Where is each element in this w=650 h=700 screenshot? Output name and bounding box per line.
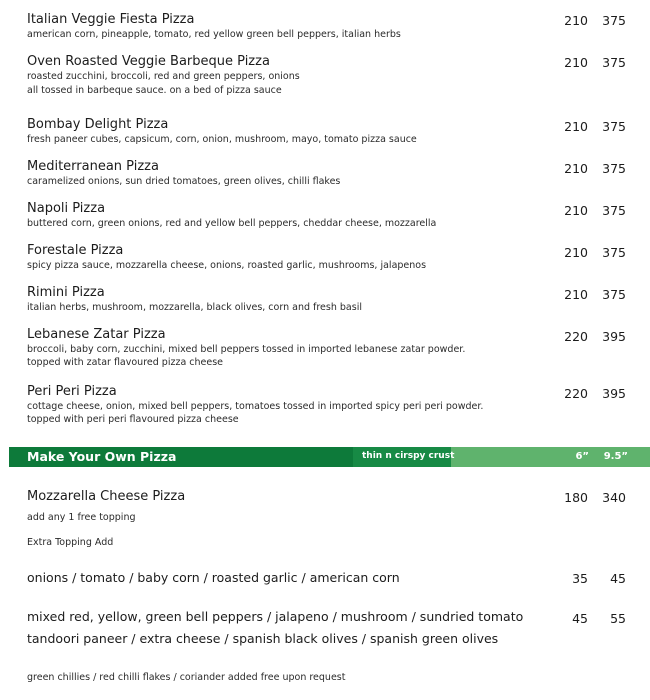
menu-item <box>27 201 627 230</box>
base-pizza-name: Mozzarella Cheese Pizza <box>27 489 186 504</box>
make-your-own-banner <box>9 447 650 467</box>
price-small: 210 <box>564 287 588 302</box>
menu-item <box>27 243 627 272</box>
free-topping-note: add any 1 free topping <box>27 512 136 523</box>
item-name: Napoli Pizza <box>27 201 106 216</box>
item-description: spicy pizza sauce, mozzarella cheese, onions, roasted garlic, mushrooms, jalapenos <box>27 260 427 271</box>
base-price-small: 180 <box>564 490 588 505</box>
topping-group-2-line1: mixed red, yellow, green bell peppers / jalapeno / mushroom / sundried tomato <box>27 609 524 624</box>
price-large: 395 <box>602 329 626 344</box>
price-small: 220 <box>564 386 588 401</box>
item-name: Peri Peri Pizza <box>27 384 117 399</box>
item-description: buttered corn, green onions, red and yellow bell peppers, cheddar cheese, mozzarella <box>27 218 437 229</box>
price-large: 395 <box>602 386 626 401</box>
banner-title: Make Your Own Pizza <box>27 449 177 464</box>
topping-group-1-price-large: 45 <box>610 571 626 586</box>
topping-group-1-price-small: 35 <box>572 571 588 586</box>
item-description: italian herbs, mushroom, mozzarella, black olives, corn and fresh basil <box>27 302 362 313</box>
item-description: all tossed in barbeque sauce. on a bed of pizza sauce <box>27 85 282 96</box>
price-large: 375 <box>602 13 626 28</box>
price-small: 210 <box>564 245 588 260</box>
item-description: caramelized onions, sun dried tomatoes, green olives, chilli flakes <box>27 176 341 187</box>
item-description: broccoli, baby corn, zucchini, mixed bell peppers tossed in imported lebanese zatar powder. <box>27 344 466 355</box>
price-small: 220 <box>564 329 588 344</box>
item-description: fresh paneer cubes, capsicum, corn, onion, mushroom, mayo, tomato pizza sauce <box>27 134 417 145</box>
menu-item <box>27 327 627 369</box>
menu-item <box>27 12 627 41</box>
item-name: Bombay Delight Pizza <box>27 117 169 132</box>
footer-note: green chillies / red chilli flakes / coriander added free upon request <box>27 672 346 683</box>
topping-group-1: onions / tomato / baby corn / roasted garlic / american corn <box>27 570 400 585</box>
menu-item <box>27 159 627 188</box>
item-name: Italian Veggie Fiesta Pizza <box>27 12 195 27</box>
topping-group-2-price-large: 55 <box>610 611 626 626</box>
item-description: roasted zucchini, broccoli, red and green peppers, onions <box>27 71 300 82</box>
base-price-large: 340 <box>602 490 626 505</box>
size-small-label: 6” <box>575 451 589 462</box>
item-description: topped with zatar flavoured pizza cheese <box>27 357 224 368</box>
menu-item <box>27 54 627 97</box>
size-large-label: 9.5” <box>603 451 628 462</box>
price-large: 375 <box>602 161 626 176</box>
price-large: 375 <box>602 119 626 134</box>
item-name: Forestale Pizza <box>27 243 124 258</box>
menu-item <box>27 117 627 146</box>
price-small: 210 <box>564 203 588 218</box>
topping-group-2-price-small: 45 <box>572 611 588 626</box>
price-large: 375 <box>602 203 626 218</box>
price-large: 375 <box>602 287 626 302</box>
item-description: cottage cheese, onion, mixed bell peppers, tomatoes tossed in imported spicy peri peri powder. <box>27 401 484 412</box>
price-large: 375 <box>602 55 626 70</box>
banner-crust-segment <box>353 447 455 467</box>
crust-label: thin n cirspy crust <box>362 451 455 461</box>
price-large: 375 <box>602 245 626 260</box>
price-small: 210 <box>564 161 588 176</box>
topping-group-2-line2: tandoori paneer / extra cheese / spanish black olives / spanish green olives <box>27 631 499 646</box>
item-name: Mediterranean Pizza <box>27 159 159 174</box>
item-description: american corn, pineapple, tomato, red yellow green bell peppers, italian herbs <box>27 29 401 40</box>
item-name: Lebanese Zatar Pizza <box>27 327 166 342</box>
item-description: topped with peri peri flavoured pizza cheese <box>27 414 239 425</box>
item-name: Oven Roasted Veggie Barbeque Pizza <box>27 54 270 69</box>
item-name: Rimini Pizza <box>27 285 105 300</box>
price-small: 210 <box>564 119 588 134</box>
banner-dark-segment <box>9 447 353 467</box>
price-small: 210 <box>564 55 588 70</box>
extra-topping-label: Extra Topping Add <box>27 537 114 548</box>
menu-item <box>27 285 627 314</box>
menu-item <box>27 384 627 426</box>
price-small: 210 <box>564 13 588 28</box>
